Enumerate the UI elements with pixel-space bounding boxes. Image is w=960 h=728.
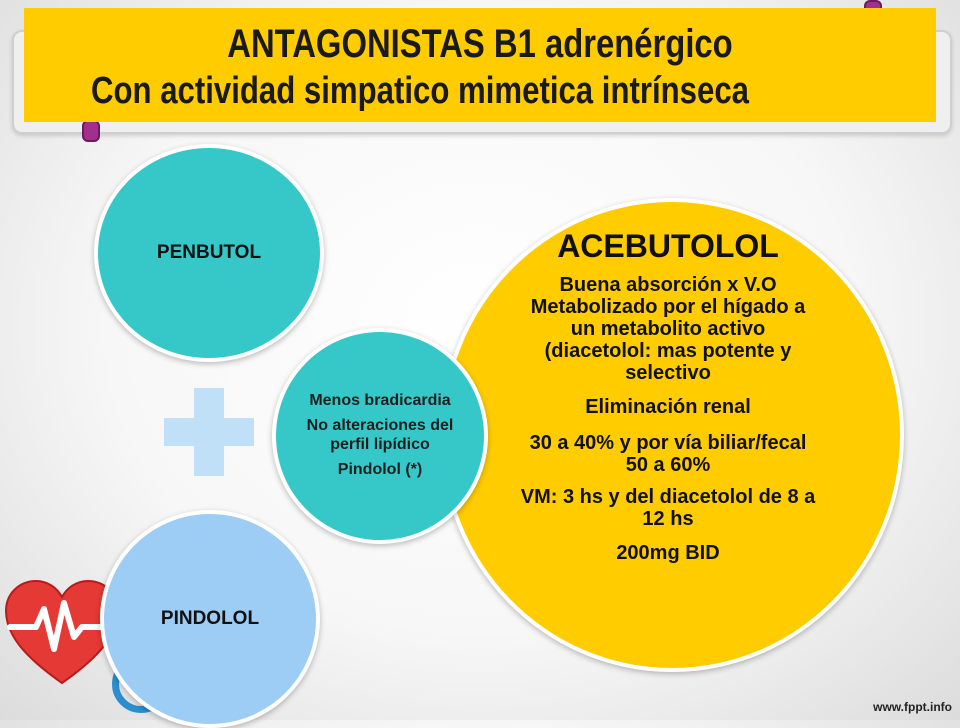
title-banner xyxy=(24,8,936,122)
effect-bradicardia: Menos bradicardia xyxy=(309,392,451,409)
pin-icon xyxy=(82,120,100,142)
elimination-label: Eliminación renal xyxy=(585,396,751,418)
pindolol-label: PINDOLOL xyxy=(160,608,260,629)
penbutol-circle xyxy=(94,144,324,362)
metabolism-text: Metabolizado por el hígado a un metabolito activo (diacetolol: mas potente y selectivo xyxy=(530,296,806,384)
acebutolol-title: ACEBUTOLOL xyxy=(557,228,779,264)
penbutol-label: PENBUTOL xyxy=(156,242,262,263)
acebutolol-content xyxy=(500,226,836,564)
absorption-text: Buena absorción x V.O xyxy=(559,274,777,296)
half-life-text: VM: 3 hs y del diacetolol de 8 a 12 hs xyxy=(520,486,816,530)
effect-lipid: No alteraciones del perfil lipídico xyxy=(306,417,454,453)
dose-text: 200mg BID xyxy=(616,542,720,564)
page-title: ANTAGONISTAS B1 adrenérgico xyxy=(227,22,733,66)
pindolol-circle xyxy=(100,510,320,728)
footer-url: www.fppt.info xyxy=(873,700,952,714)
effects-circle xyxy=(272,328,488,544)
elimination-detail: 30 a 40% y por vía biliar/fecal 50 a 60% xyxy=(529,432,807,476)
effect-pindolol: Pindolol (*) xyxy=(337,461,423,478)
page-subtitle: Con actividad simpatico mimetica intrínseca xyxy=(90,70,750,112)
